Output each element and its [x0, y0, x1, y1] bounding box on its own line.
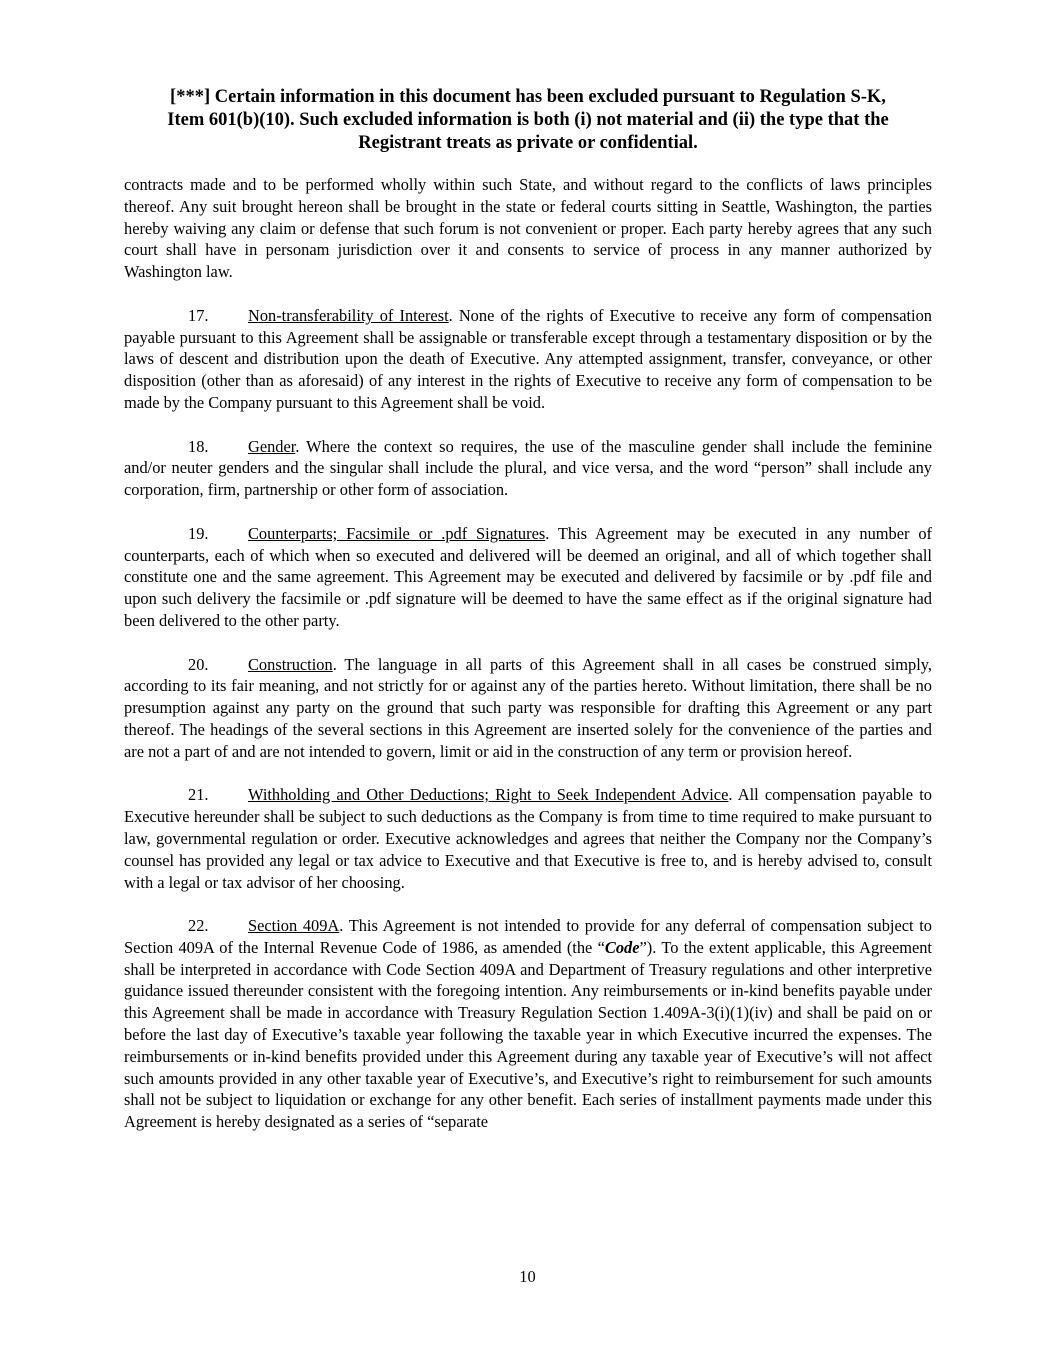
section-heading: Non-transferability of Interest — [248, 305, 449, 325]
section-heading: Section 409A — [248, 916, 340, 936]
redaction-notice-header — [124, 86, 932, 155]
section-17 — [124, 305, 932, 414]
section-20 — [124, 654, 932, 763]
section-heading: Withholding and Other Deductions; Right to Seek Independent Advice — [248, 785, 729, 805]
section-body: . All compensation payable to Executive hereunder shall be subject to such deductions as the Company is from time to time required to make pursuant to law, governmental regulation or order. Executive acknowledges and agrees that neither the Company nor the Company’s counsel has provided any legal or tax advice to Executive and that Executive is free to, and is hereby advised to, consult with a legal or tax advisor of her choosing. — [124, 785, 932, 892]
section-body: . This Agreement may be executed in any number of counterparts, each of which when so executed and delivered will be deemed an original, and all of which together shall constitute one and the same agreement. This Agreement may be executed and delivered by facsimile or by .pdf file and upon such delivery the facsimile or .pdf signature will be deemed to have the same effect as if the original signature had been delivered to the other party. — [124, 523, 932, 630]
section-number: 22. — [188, 916, 209, 936]
section-number: 21. — [188, 785, 209, 805]
section-number: 17. — [188, 305, 209, 325]
section-number: 19. — [188, 523, 209, 543]
section-21 — [124, 784, 932, 893]
section-body: . None of the rights of Executive to receive any form of compensation payable pursuant to this Agreement shall be assignable or transferable except through a testamentary disposition or by the laws of descent and distribution upon the death of Executive. Any attempted assignment, transfer, conveyance, or other disposition (other than as aforesaid) of any interest in the rights of Executive to receive any form of compensation to be made by the Company pursuant to this Agreement shall be void. — [124, 305, 932, 412]
section-18 — [124, 436, 932, 501]
section-heading: Gender — [248, 436, 296, 456]
section-body: . The language in all parts of this Agreement shall in all cases be construed simply, according to its fair meaning, and not strictly for or against any of the parties hereto. Without limitation, there shall be no presumption against any party on the ground that such party was responsible for drafting this Agreement or any part thereof. The headings of the several sections in this Agreement are inserted solely for the convenience of the parties and are not a part of and are not intended to govern, limit or aid in the construction of any term or provision hereof. — [124, 654, 932, 761]
section-22 — [124, 915, 932, 1133]
section-body-part-b: ”). To the extent applicable, this Agreement shall be interpreted in accordance with Code Section 409A and Department of Treasury regulations and other interpretive guidance issued thereunder consistent with the foregoing intention. Any reimbursements or in-kind benefits payable under this Agreement shall be made in accordance with Treasury Regulation Section 1.409A-3(i)(1)(iv) and shall be paid on or before the last day of Executive’s taxable year following the taxable year in which Executive incurred the expenses. The reimbursements or in-kind benefits provided under this Agreement during any taxable year of Executive’s will not affect such amounts provided in any other taxable year of Executive’s, and Executive’s right to reimbursement for such amounts shall not be subject to liquidation or exchange for any other benefit. Each series of installment payments made under this Agreement is hereby designated as a series of “separate — [124, 937, 932, 1132]
section-number: 20. — [188, 654, 209, 674]
defined-term: Code — [604, 937, 640, 957]
section-heading: Counterparts; Facsimile or .pdf Signatures — [248, 523, 546, 543]
document-page — [124, 86, 932, 1155]
header-line-2: Item 601(b)(10). Such excluded information is both (i) not material and (ii) the type that the — [167, 110, 889, 130]
continuation-paragraph: contracts made and to be performed wholly within such State, and without regard to the conflicts of laws principles thereof. Any suit brought hereon shall be brought in the state or federal courts sitting in Seattle, Washington, the parties hereby waiving any claim or defense that such forum is not convenient or proper. Each party hereby agrees that any such court shall have in personam jurisdiction over it and consents to service of process in any manner authorized by Washington law. — [124, 175, 932, 282]
page-number: 10 — [519, 1267, 536, 1286]
section-body-part-a: . This Agreement is not intended to provide for any deferral of compensation subject to Section 409A of the Internal Revenue Code of 1986, as amended (the “ — [124, 916, 932, 957]
header-line-1: [***] Certain information in this document has been excluded pursuant to Regulation S-K, — [170, 87, 886, 107]
header-line-3: Registrant treats as private or confidential. — [358, 133, 698, 153]
section-19 — [124, 523, 932, 632]
section-body: . Where the context so requires, the use of the masculine gender shall include the feminine and/or neuter genders and the singular shall include the plural, and vice versa, and the word “person” shall include any corporation, firm, partnership or other form of association. — [124, 436, 932, 500]
section-heading: Construction — [248, 654, 333, 674]
section-number: 18. — [188, 436, 209, 456]
